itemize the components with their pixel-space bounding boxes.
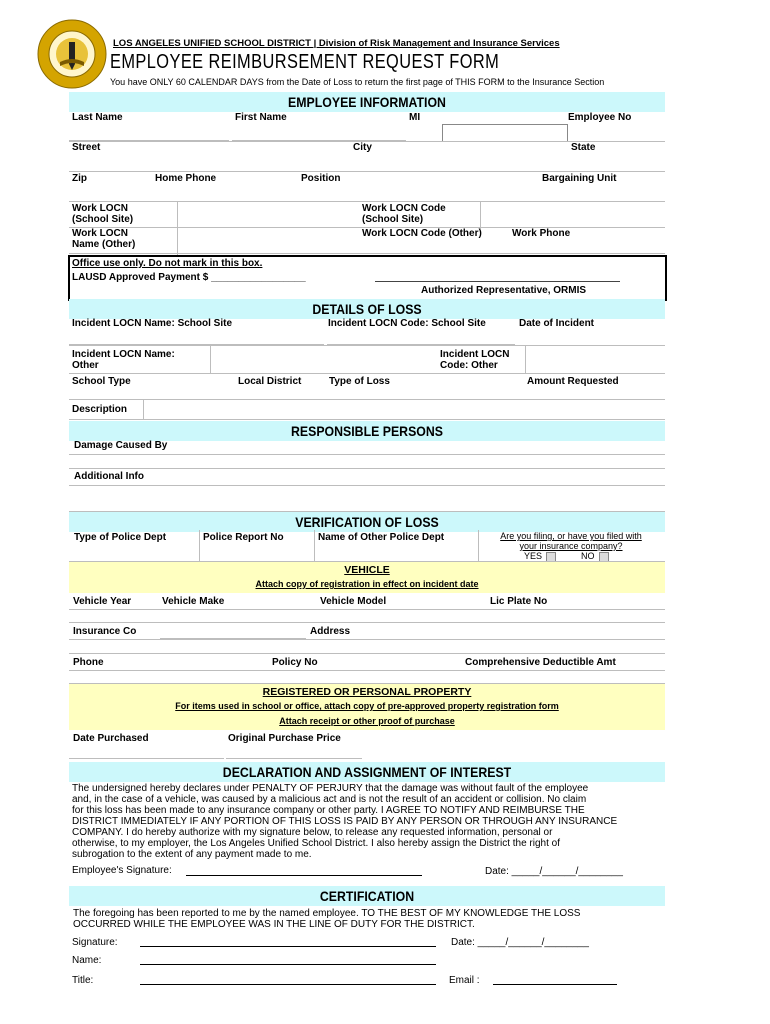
original-price-field[interactable]: [226, 745, 362, 759]
cert-name-line[interactable]: [140, 964, 436, 965]
no-option[interactable]: NO: [581, 551, 609, 562]
row-divider: [69, 639, 665, 640]
section-details-of-loss: DETAILS OF LOSS: [69, 299, 665, 319]
property-title: REGISTERED OR PERSONAL PROPERTY: [262, 686, 472, 698]
form-title: EMPLOYEE REIMBURSEMENT REQUEST FORM: [110, 51, 500, 73]
employee-no-label: Employee No: [568, 112, 632, 123]
district-line: LOS ANGELES UNIFIED SCHOOL DISTRICT | Division of Risk Management and Insurance Services: [113, 38, 560, 49]
state-label: State: [571, 142, 596, 153]
cell-divider: [143, 399, 144, 419]
authorized-rep-label: Authorized Representative, ORMIS: [421, 285, 587, 296]
city-field[interactable]: [352, 155, 566, 172]
date-purchased-label: Date Purchased: [73, 733, 149, 744]
row-divider: [69, 609, 665, 610]
cell-divider: [199, 530, 200, 562]
home-phone-label: Home Phone: [155, 173, 217, 184]
row-divider: [69, 622, 665, 623]
authorized-signature-line: [375, 281, 620, 282]
yes-option[interactable]: YES: [524, 551, 556, 562]
cert-email-label: Email :: [449, 975, 480, 986]
property-line-2: Attach receipt or other proof of purchase: [279, 716, 455, 726]
row-divider: [69, 468, 665, 469]
cert-title-label: Title:: [72, 975, 94, 986]
zip-label: Zip: [72, 173, 87, 184]
insurance-question: Are you filing, or have you filed with your insurance company?: [500, 531, 642, 551]
section-verification-of-loss: VERIFICATION OF LOSS: [69, 512, 665, 532]
work-locn-name-label: Work LOCN Name (Other): [72, 228, 136, 250]
first-name-field[interactable]: [232, 124, 406, 141]
mi-label: MI: [409, 112, 421, 123]
school-type-label: School Type: [72, 376, 131, 387]
work-locn-code-label: Work LOCN Code (School Site): [362, 203, 446, 225]
date-of-incident-label: Date of Incident: [519, 318, 595, 329]
approved-payment: LAUSD Approved Payment $ _________________: [72, 272, 306, 283]
row-divider: [69, 253, 665, 254]
vehicle-subtitle: Attach copy of registration in effect on incident date: [255, 579, 479, 589]
deadline-notice: You have ONLY 60 CALENDAR DAYS from the Date of Loss to return the first page of THIS FORM to the Insurance Section: [110, 77, 605, 87]
police-dept-label: Type of Police Dept: [74, 532, 167, 543]
damage-caused-by-label: Damage Caused By: [74, 440, 168, 451]
row-divider: [69, 373, 665, 374]
row-divider: [69, 201, 665, 202]
insurance-co-label: Insurance Co: [73, 626, 137, 637]
amount-requested-label: Amount Requested: [527, 376, 619, 387]
section-declaration: DECLARATION AND ASSIGNMENT OF INTEREST: [69, 762, 665, 782]
row-divider: [69, 454, 665, 455]
incident-locn-code-field[interactable]: [327, 330, 515, 345]
position-label: Position: [301, 173, 341, 184]
insurance-co-field[interactable]: [160, 624, 306, 639]
vehicle-model-label: Vehicle Model: [320, 596, 387, 607]
property-line-1: For items used in school or office, attach copy of pre-approved property registration form: [175, 701, 559, 711]
cert-title-line[interactable]: [140, 984, 436, 985]
street-field[interactable]: [69, 155, 349, 172]
bargaining-unit-label: Bargaining Unit: [542, 173, 617, 184]
policy-no-label: Policy No: [272, 657, 318, 668]
description-label: Description: [72, 404, 128, 415]
original-price-label: Original Purchase Price: [228, 733, 341, 744]
row-divider: [69, 653, 665, 654]
last-name-field[interactable]: [69, 124, 229, 141]
cell-divider: [314, 530, 315, 562]
cell-divider: [478, 530, 479, 562]
row-divider: [69, 399, 665, 400]
vehicle-title: VEHICLE: [344, 564, 390, 576]
incident-locn-code-label: Incident LOCN Code: School Site: [328, 318, 486, 329]
row-divider: [69, 485, 665, 486]
incident-name-other-label: Incident LOCN Name: Other: [72, 349, 175, 371]
work-locn-code-other-label: Work LOCN Code (Other): [362, 228, 482, 239]
additional-info-label: Additional Info: [74, 471, 144, 482]
phone-label: Phone: [73, 657, 104, 668]
employee-signature-line[interactable]: [186, 875, 422, 876]
cert-name-label: Name:: [72, 955, 102, 966]
employee-signature-label: Employee's Signature:: [72, 865, 172, 876]
address-label: Address: [310, 626, 351, 637]
work-phone-label: Work Phone: [512, 228, 571, 239]
plate-label: Lic Plate No: [490, 596, 548, 607]
office-use-title: Office use only. Do not mark in this box.: [72, 258, 263, 269]
employee-no-box[interactable]: [442, 124, 568, 142]
cert-signature-line[interactable]: [140, 946, 436, 947]
row-divider: [69, 419, 665, 420]
incident-locn-name-label: Incident LOCN Name: School Site: [72, 318, 233, 329]
date-purchased-field[interactable]: [69, 745, 224, 759]
type-of-loss-label: Type of Loss: [329, 376, 390, 387]
street-label: Street: [72, 142, 101, 153]
cell-divider: [480, 201, 481, 229]
declaration-text: The undersigned hereby declares under PENALTY OF PERJURY that the damage was without fault of the employee and, in the case of a vehicle, was caused by a malicious act and is not the result of an accident or collision. No claim for this loss has been made to any insurance company or other party. I AGREE TO NOTIFY AND REIMBURSE THE DISTRICT IMMEDIATELY IF ANY PORTION OF THIS LOSS IS PAID BY ANY PERSON OR THROUGH ANY INSURANCE COMPANY. I do hereby authorize with my signature below, to release any requested information, personal or otherwise, to my employer, the Los Angeles Unified School District. I also hereby assign the District the right of subrogation to the extent of any payment made to me.: [72, 783, 618, 860]
cell-divider: [525, 345, 526, 373]
incident-locn-name-field[interactable]: [69, 330, 324, 345]
first-name-label: First Name: [235, 112, 287, 123]
work-locn-label: Work LOCN (School Site): [72, 203, 134, 225]
incident-code-other-label: Incident LOCN Code: Other: [440, 349, 510, 371]
cell-divider: [177, 227, 178, 255]
other-police-label: Name of Other Police Dept: [318, 532, 445, 543]
vehicle-year-label: Vehicle Year: [73, 596, 132, 607]
section-responsible-persons: RESPONSIBLE PERSONS: [69, 421, 665, 441]
cert-email-line[interactable]: [493, 984, 617, 985]
last-name-label: Last Name: [72, 112, 123, 123]
local-district-label: Local District: [238, 376, 302, 387]
district-seal: [36, 18, 108, 90]
cert-signature-label: Signature:: [72, 937, 118, 948]
deductible-label: Comprehensive Deductible Amt: [465, 657, 616, 668]
cell-divider: [210, 345, 211, 373]
certification-text: The foregoing has been reported to me by the named employee. TO THE BEST OF MY KNOWLEDGE THE LOSS OCCURRED WHILE THE EMPLOYEE WAS IN THE LINE OF DUTY FOR THE DISTRICT.: [73, 908, 581, 930]
city-label: City: [353, 142, 372, 153]
row-divider: [69, 171, 665, 172]
section-employee-information: EMPLOYEE INFORMATION: [69, 92, 665, 112]
vehicle-make-label: Vehicle Make: [162, 596, 225, 607]
row-divider: [69, 670, 665, 671]
work-locn-field[interactable]: [178, 201, 358, 228]
cert-date: Date: _____/______/________: [451, 937, 589, 948]
declaration-date: Date: _____/______/________: [485, 866, 623, 877]
section-certification: CERTIFICATION: [69, 886, 665, 906]
police-report-label: Police Report No: [203, 532, 284, 543]
row-divider: [69, 345, 665, 346]
